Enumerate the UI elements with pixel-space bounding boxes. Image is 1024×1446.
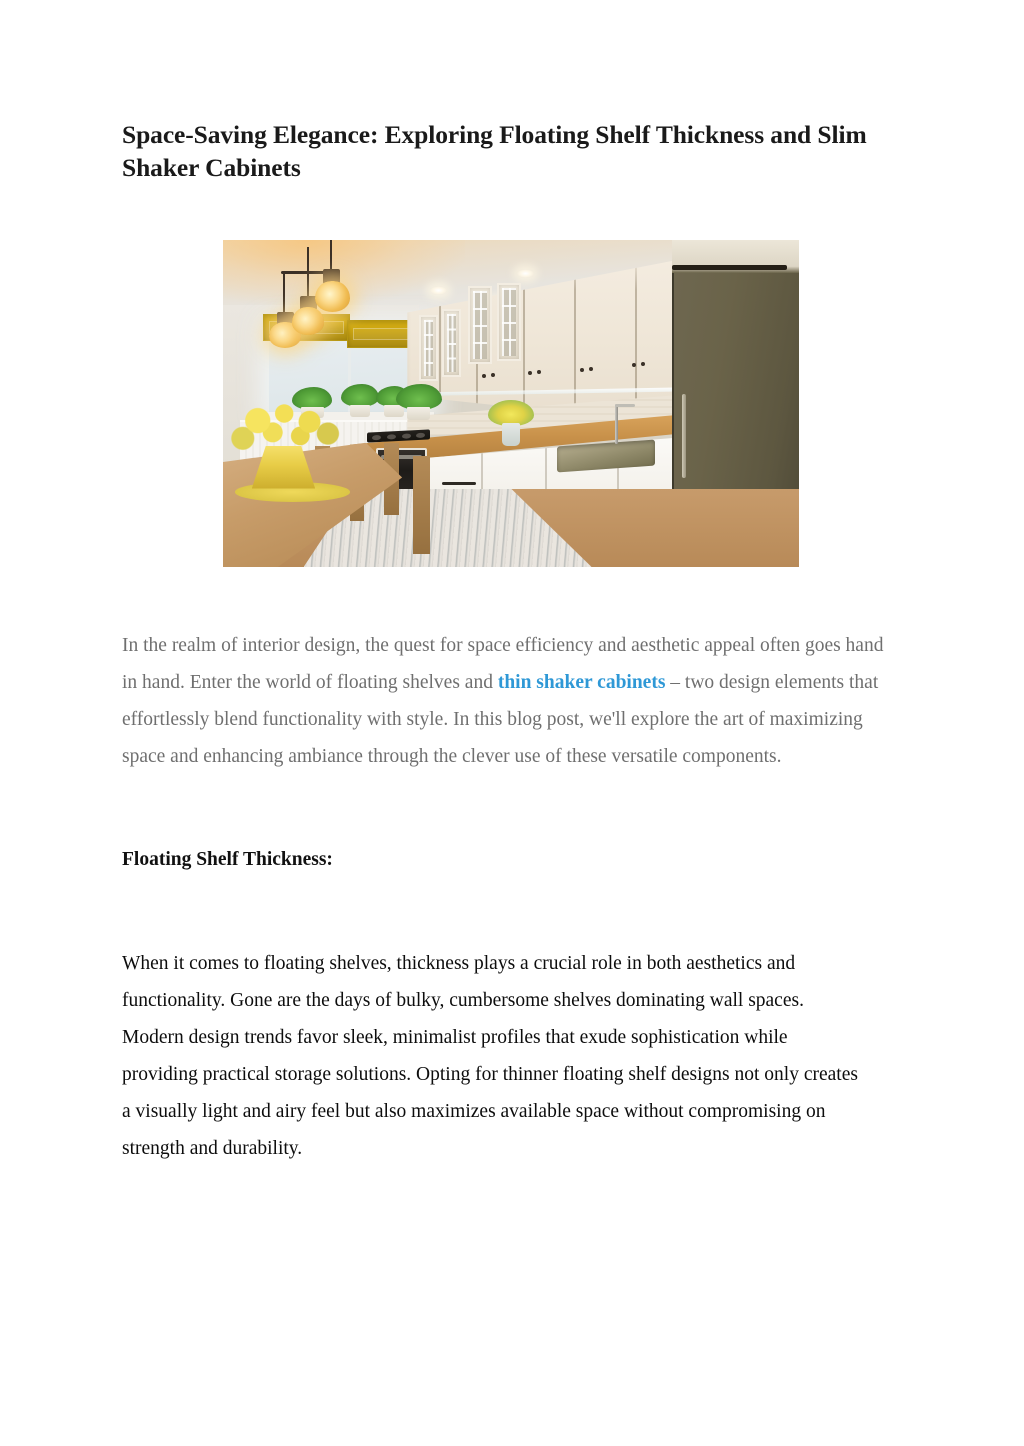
pendant-cord: [283, 271, 285, 314]
drawer-handle: [442, 482, 477, 485]
body-paragraph: When it comes to floating shelves, thickness plays a crucial role in both aesthetics and functionality. Gone are the days of bulky, cumbersome shelves dominating wall spaces. Modern design trends favor sleek, minimalist profiles that exude sophistication while providing practical storage solutions. Opting for thinner floating shelf designs not only creates a visually light and airy feel but also maximizes available space without compromising on strength and durability.: [122, 953, 858, 1159]
intro-text-part2: – two design elements that effortlessly blend functionality with style. In this blog post, we'll explore the art of maximizing space and enhancing ambiance through the clever use of these versatile components.: [122, 672, 879, 767]
cabinet-knob: [491, 373, 495, 377]
tulip-bouquet-table: [229, 397, 344, 456]
cabinet-glass-grid: [473, 291, 487, 359]
fridge-vent: [672, 265, 787, 270]
cabinet-knob: [537, 370, 541, 374]
cabinet-glass-grid: [502, 288, 516, 356]
dining-chair: [413, 456, 430, 554]
edison-bulb-icon: [292, 307, 324, 335]
cabinet-glass-grid: [424, 320, 434, 375]
intro-paragraph: [122, 627, 900, 775]
glass-front-cabinet: [468, 286, 492, 364]
plant-pot: [407, 407, 430, 420]
thin-shaker-cabinets-link[interactable]: thin shaker cabinets: [497, 672, 666, 693]
potted-plant: [341, 384, 378, 407]
burner: [372, 435, 381, 440]
plant-pot: [350, 405, 370, 416]
recessed-light-icon: [430, 286, 447, 295]
cabinet-knob: [589, 367, 593, 371]
intro-text-part1: In the realm of interior design, the quest for space efficiency and aesthetic appeal often goes hand in hand. Enter the world of floating shelves and: [122, 635, 884, 693]
cabinet-seam: [574, 256, 576, 426]
burner: [387, 434, 396, 439]
article-figure: [122, 240, 902, 567]
plant-pot: [384, 405, 404, 416]
section-subheading: Floating Shelf Thickness:: [122, 849, 333, 870]
cabinet-glass-grid: [447, 314, 457, 373]
edison-bulb-icon: [315, 281, 350, 312]
document-content: [122, 118, 902, 1167]
sink-faucet: [615, 404, 618, 444]
fridge-handle: [682, 394, 686, 477]
pendant-cord: [330, 240, 332, 273]
cabinet-knob: [632, 363, 636, 367]
cabinet-knob: [641, 362, 645, 366]
cabinet-knob: [580, 368, 584, 372]
kitchen-interior-image: [223, 240, 799, 567]
page-title: Space-Saving Elegance: Exploring Floating Shelf Thickness and Slim Shaker Cabinets: [122, 120, 867, 182]
burner: [416, 432, 425, 437]
glass-vase: [502, 423, 519, 446]
burner: [402, 433, 411, 438]
glass-front-cabinet: [497, 283, 521, 361]
pendant-cord: [307, 247, 309, 299]
glass-front-cabinet: [419, 315, 439, 380]
glass-front-cabinet: [442, 309, 462, 378]
